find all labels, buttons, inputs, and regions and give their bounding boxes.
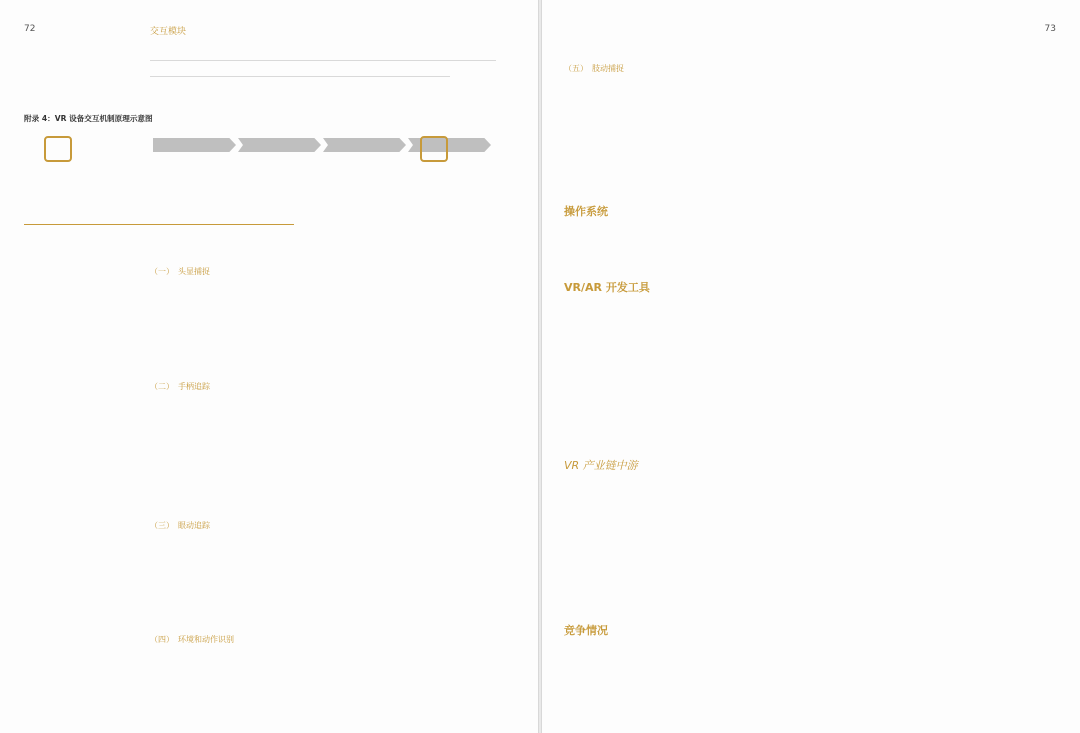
section-heading-4: （四） 环境和动作识别 bbox=[150, 635, 234, 644]
right-page bbox=[542, 0, 1080, 733]
flow-arrow bbox=[323, 138, 406, 152]
body-text-placeholder bbox=[150, 60, 496, 61]
page-number-left: 72 bbox=[24, 24, 36, 34]
section-heading-3: （三） 眼动追踪 bbox=[150, 521, 210, 530]
left-page bbox=[0, 0, 538, 733]
page-number-right: 73 bbox=[1044, 24, 1056, 34]
running-header: 交互模块 bbox=[150, 27, 187, 37]
section-heading-1: （一） 头显捕捉 bbox=[150, 267, 210, 276]
figure-title: 附录 4：VR 设备交互机制原理示意图 bbox=[24, 114, 153, 123]
user-icon bbox=[44, 136, 72, 162]
flow-arrow bbox=[153, 138, 236, 152]
section-heading-2: （二） 手柄追踪 bbox=[150, 382, 210, 391]
heading-midstream: VR 产业链中游 bbox=[564, 459, 638, 472]
heading-operating-system: 操作系统 bbox=[564, 205, 608, 218]
heading-competition: 竞争情况 bbox=[564, 624, 608, 637]
body-text-placeholder bbox=[150, 76, 450, 77]
heading-dev-tools: VR/AR 开发工具 bbox=[564, 281, 650, 294]
figure-source-note bbox=[24, 224, 294, 243]
flow-arrow bbox=[238, 138, 321, 152]
subsection-heading: （五） 肢动捕捉 bbox=[564, 64, 624, 73]
feedback-icon bbox=[420, 136, 448, 162]
